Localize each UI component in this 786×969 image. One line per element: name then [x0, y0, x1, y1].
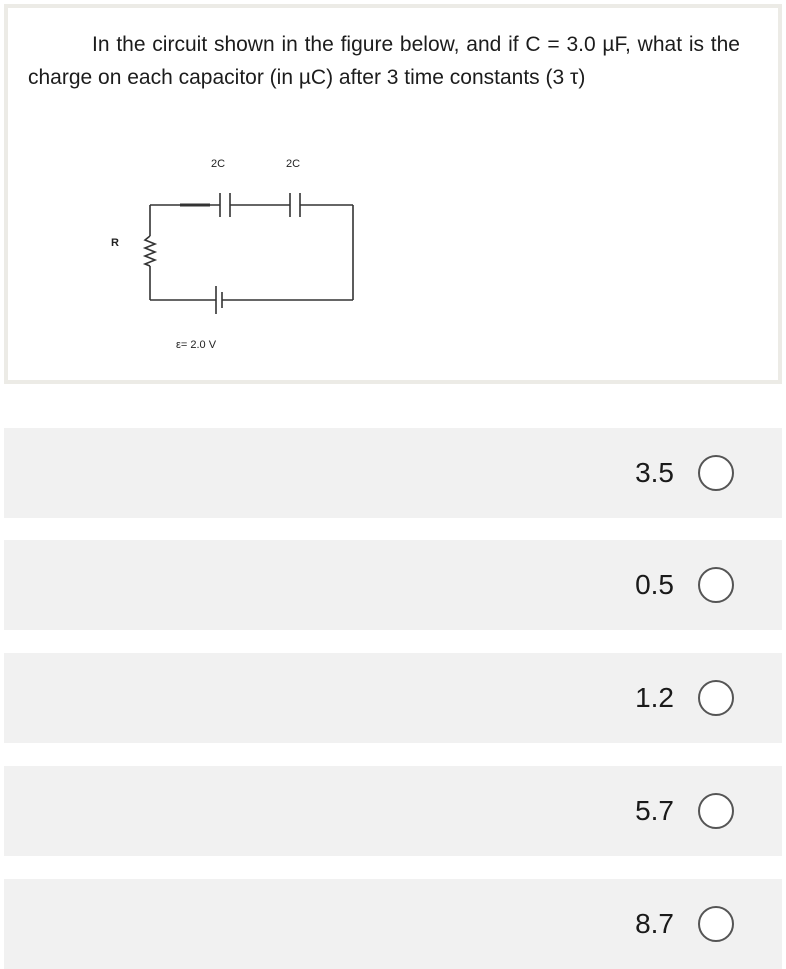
- option-value: 5.7: [635, 795, 674, 826]
- answer-option[interactable]: [4, 428, 782, 518]
- radio-button[interactable]: [698, 906, 734, 942]
- answer-option[interactable]: [4, 879, 782, 969]
- answer-option[interactable]: [4, 766, 782, 856]
- capacitor-label-1: 2C: [211, 158, 226, 170]
- answer-option[interactable]: [4, 540, 782, 630]
- radio-button[interactable]: [698, 455, 734, 491]
- battery-label: ε= 2.0 V: [176, 339, 217, 351]
- option-value: 1.2: [635, 682, 674, 713]
- answer-option[interactable]: [4, 653, 782, 743]
- resistor: [145, 236, 155, 266]
- option-value: 0.5: [635, 569, 674, 600]
- question-card: [4, 4, 782, 384]
- capacitor-label-2: 2C: [286, 158, 301, 170]
- resistor-label: R: [111, 237, 119, 249]
- circuit-diagram: [8, 8, 778, 380]
- option-value: 3.5: [635, 457, 674, 488]
- radio-button[interactable]: [698, 567, 734, 603]
- option-value: 8.7: [635, 908, 674, 939]
- question-text: In the circuit shown in the figure below, and if C = 3.0 µF, what is the charge on each capacitor (in µC) after 3 time constants (3 τ): [28, 33, 740, 89]
- radio-button[interactable]: [698, 793, 734, 829]
- radio-button[interactable]: [698, 680, 734, 716]
